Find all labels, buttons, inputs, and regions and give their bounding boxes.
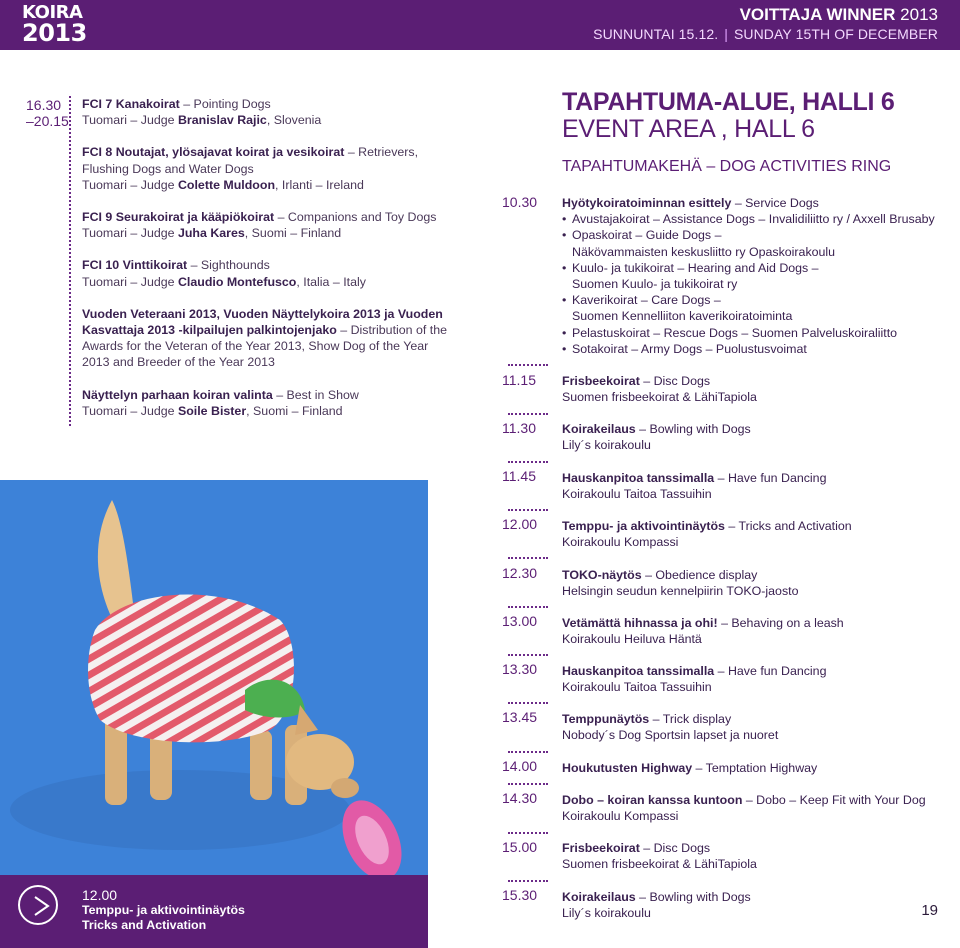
schedule-item	[562, 663, 942, 695]
schedule-time: 13.00	[502, 613, 538, 629]
dotted-separator	[508, 461, 548, 463]
best-title: Näyttelyn parhaan koiran valinta	[82, 387, 273, 402]
judge-label: Tuomari – Judge	[82, 403, 178, 418]
dotted-divider	[69, 96, 71, 426]
item-translation: – Service Dogs	[731, 196, 819, 210]
schedule-item	[562, 373, 942, 405]
dotted-separator	[508, 606, 548, 608]
judge-label: Tuomari – Judge	[82, 274, 178, 289]
schedule-item	[562, 567, 942, 599]
schedule-time: 13.30	[502, 661, 538, 677]
dotted-separator	[508, 832, 548, 834]
item-organizer: Koirakoulu Taitoa Tassuihin	[562, 487, 712, 502]
item-title: Hauskanpitoa tanssimalla	[562, 471, 715, 485]
group-title: FCI 9 Seurakoirat ja kääpiökoirat	[82, 210, 275, 225]
best-translation: – Best in Show	[272, 387, 359, 402]
item-organizer: Koirakoulu Taitoa Tassuihin	[562, 680, 712, 695]
group-block	[82, 257, 452, 289]
item-translation: – Disc Dogs	[639, 841, 711, 855]
schedule-item	[562, 889, 942, 921]
group-title: FCI 8 Noutajat, ylösajavat koirat ja vesikoirat	[82, 145, 345, 160]
schedule-time: 14.00	[502, 758, 538, 774]
caption-time: 12.00	[82, 887, 118, 903]
awards-block	[82, 306, 452, 371]
dotted-separator	[508, 413, 548, 415]
header-date	[593, 26, 938, 42]
group-block	[82, 96, 452, 128]
judge-label: Tuomari – Judge	[82, 113, 178, 128]
schedule-time: 15.30	[502, 887, 538, 903]
caption-subtitle: Tricks and Activation	[82, 918, 207, 932]
group-translation: – Retrievers, Flushing Dogs and Water Dogs	[82, 145, 419, 176]
photo-caption	[82, 888, 245, 933]
awards-translation: – Distribution of the Awards for the Veteran of the Year 2013, Show Dog of the Year 2013 and Breeder of the Year 2013	[82, 323, 447, 370]
list-item: • Kaverikoirat – Care Dogs –	[562, 292, 942, 308]
item-translation: – Trick display	[649, 712, 732, 726]
judge-country: , Italia – Italy	[296, 274, 366, 289]
caption-title: Temppu- ja aktivointinäytös	[82, 903, 245, 917]
dotted-separator	[508, 783, 548, 785]
schedule-time: 15.00	[502, 839, 538, 855]
play-triangle-icon	[34, 896, 50, 916]
list-item: Suomen Kennelliiton kaverikoiratoiminta	[572, 309, 793, 324]
item-title: Temppunäytös	[562, 712, 650, 726]
schedule-time: 11.30	[502, 420, 536, 436]
item-title: TOKO-näytös	[562, 568, 642, 582]
list-item: Suomen Kuulo- ja tukikoirat ry	[572, 277, 738, 292]
schedule-item	[562, 615, 942, 647]
judge-name: Claudio Montefusco	[177, 274, 297, 289]
judge-name: Soile Bister	[177, 403, 247, 418]
date-fi: SUNNUNTAI 15.12.	[593, 26, 719, 42]
judge-country: , Irlanti – Ireland	[275, 177, 364, 192]
judge-label: Tuomari – Judge	[82, 177, 178, 192]
judge-country: , Slovenia	[266, 113, 322, 128]
section-title-en: EVENT AREA , HALL 6	[562, 115, 815, 143]
dotted-separator	[508, 509, 548, 511]
service-dog-list	[562, 211, 942, 357]
page-number: 19	[921, 902, 938, 919]
date-en: SUNDAY 15TH OF DECEMBER	[733, 26, 938, 42]
schedule-item	[562, 518, 942, 550]
left-time-start: 16.30	[26, 97, 62, 113]
left-time-range	[26, 97, 69, 129]
list-item: • Opaskoirat – Guide Dogs –	[562, 227, 942, 243]
group-title: FCI 10 Vinttikoirat	[82, 258, 188, 273]
group-block	[82, 209, 452, 241]
item-translation: – Obedience display	[641, 568, 758, 582]
best-in-show-block	[82, 387, 452, 419]
judge-label: Tuomari – Judge	[82, 226, 178, 241]
list-item: • Pelastuskoirat – Rescue Dogs – Suomen Palveluskoiraliitto	[562, 325, 942, 341]
logo-year: 2013	[22, 19, 87, 47]
item-title: Dobo – koiran kanssa kuntoon	[562, 793, 743, 807]
group-translation: – Sighthounds	[187, 258, 270, 273]
schedule-time: 14.30	[502, 790, 538, 806]
item-translation: – Bowling with Dogs	[635, 422, 751, 436]
dotted-separator	[508, 880, 548, 882]
awards-title: Vuoden Veteraani 2013, Vuoden Näyttelykoira 2013 ja Vuoden Kasvattaja 2013 -kilpailujen palkintojenjako	[82, 306, 443, 338]
schedule-time: 12.30	[502, 565, 538, 581]
item-organizer: Koirakoulu Kompassi	[562, 809, 679, 824]
dotted-separator	[508, 702, 548, 704]
header-title	[740, 5, 938, 25]
item-title: Hauskanpitoa tanssimalla	[562, 664, 715, 678]
logo-word: KOIRA	[22, 2, 83, 23]
header-title-bold: VOITTAJA WINNER	[739, 5, 896, 24]
item-translation: – Have fun Dancing	[714, 664, 827, 678]
item-translation: – Have fun Dancing	[714, 471, 827, 485]
schedule-item	[562, 760, 942, 776]
item-title: Koirakeilaus	[562, 890, 636, 904]
schedule-time: 11.15	[502, 372, 536, 388]
section-title-fi: TAPAHTUMA-ALUE, HALLI 6	[562, 88, 895, 116]
item-title: Temppu- ja aktivointinäytös	[562, 519, 725, 533]
item-translation: – Bowling with Dogs	[635, 890, 751, 904]
schedule-item	[562, 792, 942, 824]
item-title: Frisbeekoirat	[562, 841, 640, 855]
item-translation: – Tricks and Activation	[724, 519, 852, 533]
dotted-separator	[508, 654, 548, 656]
schedule-item	[562, 470, 942, 502]
dotted-separator	[508, 751, 548, 753]
schedule-item	[562, 711, 942, 743]
item-translation: – Dobo – Keep Fit with Your Dog	[742, 793, 926, 807]
schedule-item	[562, 840, 942, 872]
schedule-time: 11.45	[502, 468, 536, 484]
item-title: Vetämättä hihnassa ja ohi!	[562, 616, 718, 630]
judge-country: , Suomi – Finland	[244, 226, 342, 241]
schedule-time: 10.30	[502, 194, 538, 210]
list-item: • Sotakoirat – Army Dogs – Puolustusvoimat	[562, 341, 942, 357]
left-time-end: –20.15	[26, 113, 69, 129]
date-separator: |	[724, 26, 728, 42]
dotted-separator	[508, 364, 548, 366]
item-title: Hyötykoiratoiminnan esittely	[562, 196, 732, 210]
list-item: • Kuulo- ja tukikoirat – Hearing and Aid Dogs –	[562, 260, 942, 276]
item-organizer: Helsingin seudun kennelpiirin TOKO-jaosto	[562, 584, 799, 599]
group-translation: – Companions and Toy Dogs	[274, 210, 437, 225]
group-judging-list	[82, 96, 452, 435]
play-icon	[18, 885, 58, 925]
item-translation: – Temptation Highway	[692, 761, 818, 775]
koira-logo	[22, 2, 87, 47]
dotted-separator	[508, 557, 548, 559]
item-title: Frisbeekoirat	[562, 374, 640, 388]
schedule-item-service-dogs	[562, 195, 942, 357]
judge-name: Colette Muldoon	[177, 177, 276, 192]
item-organizer: Nobody´s Dog Sportsin lapset ja nuoret	[562, 728, 779, 743]
list-item: Näkövammaisten keskusliitto ry Opaskoirakoulu	[572, 244, 836, 259]
ring-title: TAPAHTUMAKEHÄ – DOG ACTIVITIES RING	[562, 158, 892, 175]
item-organizer: Koirakoulu Heiluva Häntä	[562, 632, 702, 647]
group-translation: – Pointing Dogs	[179, 97, 271, 111]
schedule-item	[562, 421, 942, 453]
item-organizer: Suomen frisbeekoirat & LähiTapiola	[562, 390, 757, 405]
item-title: Houkutusten Highway	[562, 761, 693, 775]
judge-name: Juha Kares	[177, 226, 245, 241]
item-translation: – Disc Dogs	[639, 374, 711, 388]
header-title-year: 2013	[900, 5, 938, 24]
schedule-time: 12.00	[502, 516, 538, 532]
list-item: • Avustajakoirat – Assistance Dogs – Invalidiliitto ry / Axxell Brusaby	[562, 211, 942, 227]
item-translation: – Behaving on a leash	[717, 616, 844, 630]
judge-name: Branislav Rajic	[177, 113, 267, 128]
group-title: FCI 7 Kanakoirat	[82, 97, 180, 111]
item-organizer: Lily´s koirakoulu	[562, 438, 651, 453]
header-bar	[0, 0, 960, 50]
item-organizer: Suomen frisbeekoirat & LähiTapiola	[562, 857, 757, 872]
item-organizer: Koirakoulu Kompassi	[562, 535, 679, 550]
item-title: Koirakeilaus	[562, 422, 636, 436]
judge-country: , Suomi – Finland	[246, 403, 343, 418]
schedule-time: 13.45	[502, 709, 538, 725]
item-organizer: Lily´s koirakoulu	[562, 906, 651, 921]
group-block	[82, 144, 452, 193]
